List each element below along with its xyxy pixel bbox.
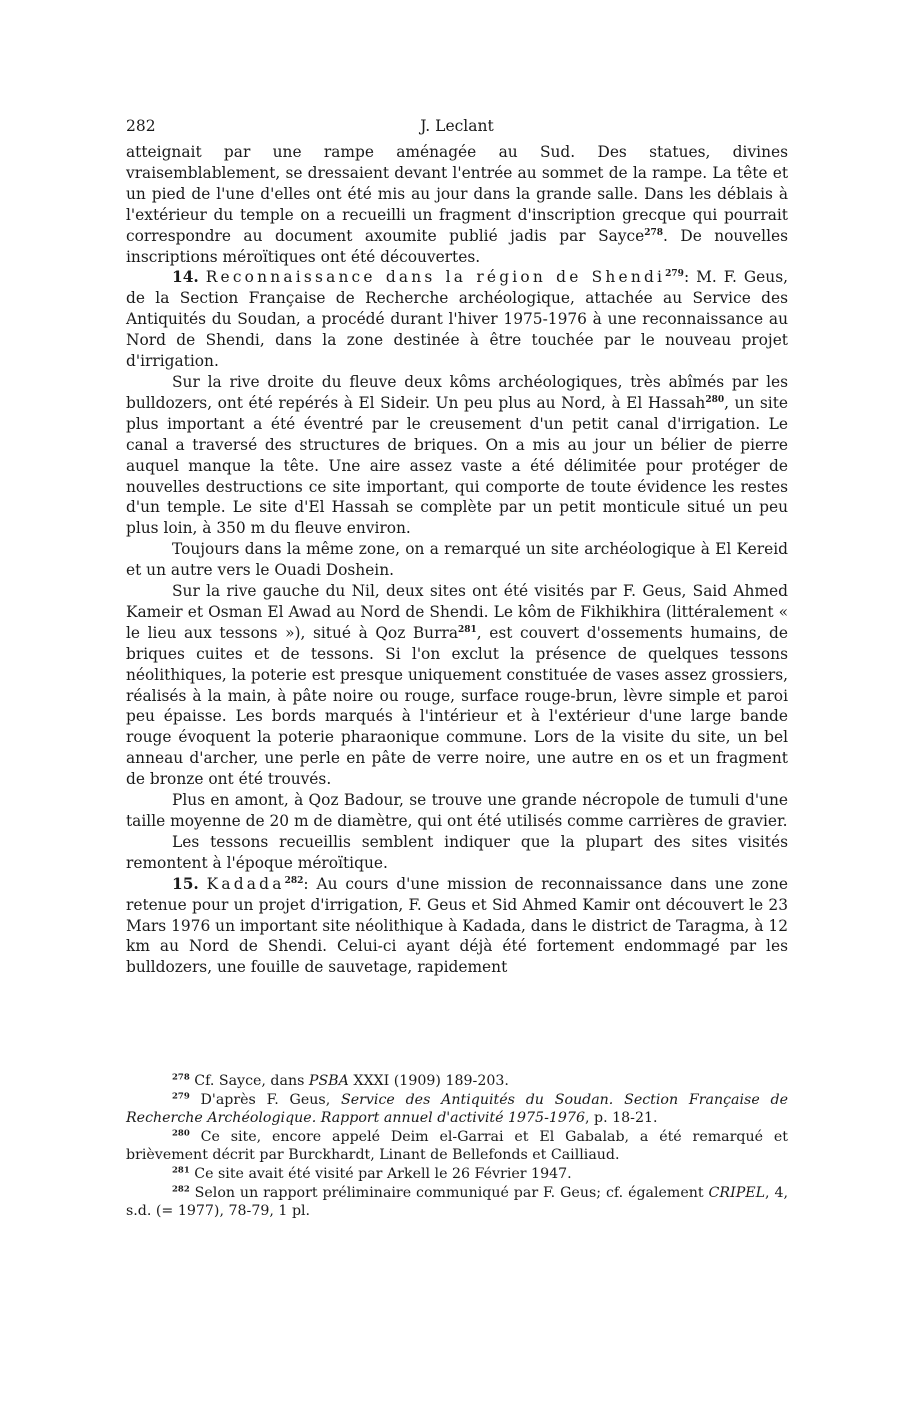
- section-heading: Reconnaissance dans la région de Shendi: [205, 268, 666, 287]
- footnote-278: $^{278}$ Cf. Sayce, dans PSBA XXXI (1909) 189-203.: [172, 1072, 509, 1089]
- footnote-ref-281[interactable]: 281: [458, 624, 477, 635]
- footnote-280: $^{280}$ Ce site, encore appelé Deim el-Garrai et El Gabalab, a été remarqué et brièvement décrit par Burckhardt, Linant de Bellefonds et Cailliaud.: [126, 1128, 788, 1164]
- footnote-ref-279[interactable]: 279: [665, 269, 684, 280]
- footnote-279: $^{279}$ D'après F. Geus, Service des Antiquités du Soudan. Section Française de Recherche Archéologique. Rapport annuel d'activité 1975-1976, p. 18-21.: [126, 1090, 788, 1127]
- footnote-282: $^{282}$ Selon un rapport préliminaire communiqué par F. Geus; cf. également CRIPEL, 4, s.d. (= 1977), 78-79, 1 pl.: [126, 1183, 788, 1220]
- footnote-ref-282[interactable]: 282: [284, 875, 304, 886]
- page-number: 282: [126, 117, 156, 135]
- section-heading: Kadada: [206, 874, 285, 893]
- section-number: 15.: [172, 874, 199, 893]
- paragraph-3: Sur la rive droite du fleuve deux kôms archéologiques, très abîmés par les bulldozers, ont été repérés à El Sideir. Un peu plus au Nord, à El Hassah$^{280}$, un site plus important a été éventré par le creusement d'un petit canal d'irrigation. Le canal a traversé des structures de briques. On a mis au jour un bélier de pierre auquel manque la tête. Une aire assez vaste a été délimitée pour protéger de nouvelles destructions ce site important, qui comporte de toute évidence les restes d'un temple. Le site d'El Hassah se complète par un petit monticule situé un peu plus loin, à 350 m du fleuve environ.: [126, 372, 788, 538]
- footnote-281: $^{281}$ Ce site avait été visité par Arkell le 26 Février 1947.: [172, 1165, 572, 1182]
- paragraph-7: Les tessons recueillis semblent indiquer que la plupart des sites visités remontent à l'époque méroïtique.: [126, 832, 788, 872]
- paragraph-4: Toujours dans la même zone, on a remarqué un site archéologique à El Kereid et un autre vers le Ouadi Doshein.: [126, 540, 788, 580]
- body-text: [126, 142, 788, 978]
- footnotes: [126, 1072, 788, 1221]
- paragraph-1: atteignait par une rampe aménagée au Sud. Des statues, divines vraisemblablement, se dressaient devant l'entrée au sommet de la rampe. La tête et un pied de l'une d'elles ont été mis au jour dans la grande salle. Dans les déblais à l'extérieur du temple on a recueilli un fragment d'inscription grecque qui pourrait correspondre au document axoumite publié jadis par Sayce$^{278}$. De nouvelles inscriptions méroïtiques ont été découvertes.: [126, 143, 789, 266]
- paragraph-6: Plus en amont, à Qoz Badour, se trouve une grande nécropole de tumuli d'une taille moyenne de 20 m de diamètre, qui ont été utilisés comme carrières de gravier.: [126, 791, 788, 830]
- section-number: 14.: [172, 268, 199, 287]
- paragraph-section-15: 15. Kadada$^{282}$: Au cours d'une mission de reconnaissance dans une zone retenue pour un projet d'irrigation, F. Geus et Sid Ahmed Kamir ont découvert le 23 Mars 1976 un important site néolithique à Kadada, dans le district de Taragma, à 12 km au Nord de Shendi. Celui-ci ayant déjà été fortement endommagé par les bulldozers, une fouille de sauvetage, rapidement: [126, 874, 788, 977]
- footnote-ref-280[interactable]: 280: [705, 394, 725, 405]
- page: [126, 112, 788, 978]
- running-head: [126, 112, 788, 140]
- paragraph-5: Sur la rive gauche du Nil, deux sites ont été visités par F. Geus, Said Ahmed Kameir et Osman El Awad au Nord de Shendi. Le kôm de Fikhikhira (littéralement « le lieu aux tessons »), situé à Qoz Burra$^{281}$, est couvert d'ossements humains, de briques cuites et de tessons. Si l'on exclut la présence de quelques tessons néolithiques, la poterie est presque uniquement constituée de vases assez grossiers, réalisés à la main, à pâte noire ou rouge, surface rouge-brun, lèvre simple et paroi peu épaisse. Les bords marqués à l'intérieur et à l'extérieur d'une large bande rouge évoquent la poterie pharaonique commune. Lors de la visite du site, un bel anneau d'archer, une perle en pâte de verre noire, une autre en os et un fragment de bronze ont été trouvés.: [126, 582, 788, 789]
- footnote-ref-278[interactable]: 278: [644, 227, 664, 238]
- running-head-author: J. Leclant: [420, 117, 494, 135]
- paragraph-section-14: 14. Reconnaissance dans la région de Shendi$^{279}$: M. F. Geus, de la Section Française de Recherche archéologique, attachée au Service des Antiquités du Soudan, a procédé durant l'hiver 1975-1976 à une reconnaissance au Nord de Shendi, dans la zone destinée à être touchée par le nouveau projet d'irrigation.: [126, 268, 788, 371]
